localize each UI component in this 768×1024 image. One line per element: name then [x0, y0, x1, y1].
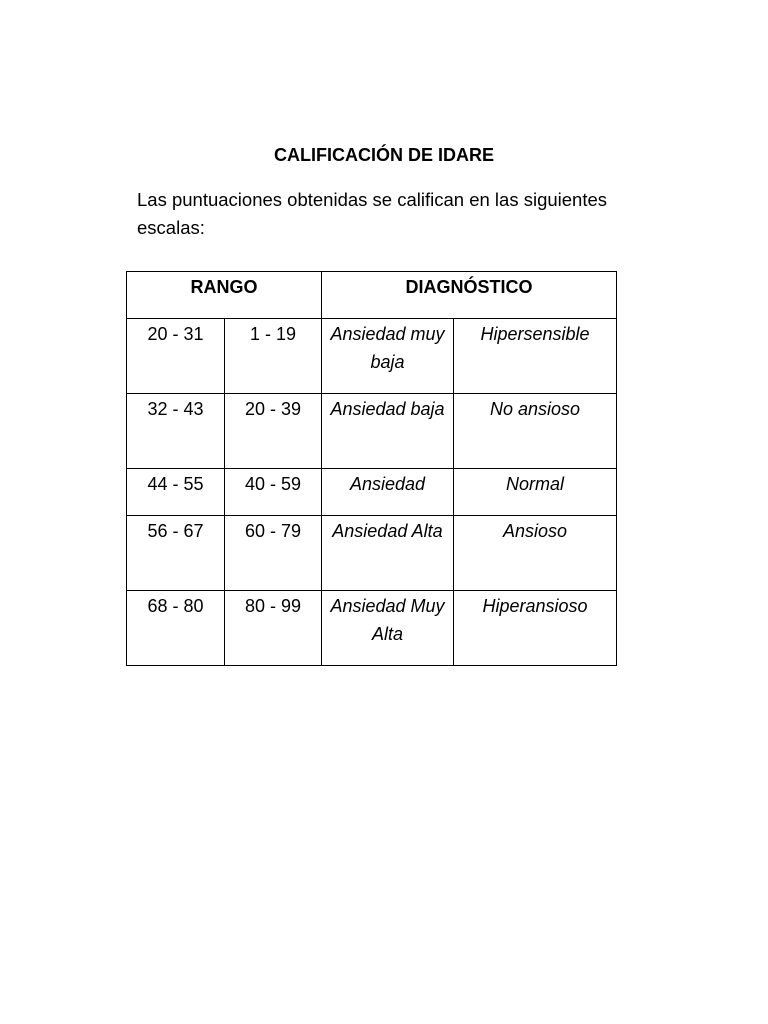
range-a-cell: 44 - 55 — [127, 469, 225, 516]
range-b-cell: 80 - 99 — [225, 591, 322, 666]
range-b-cell: 20 - 39 — [225, 394, 322, 469]
anxiety-level-cell: Ansiedad baja — [322, 394, 454, 469]
range-a-cell: 20 - 31 — [127, 319, 225, 394]
range-a-cell: 32 - 43 — [127, 394, 225, 469]
table-row — [127, 516, 617, 591]
header-range: RANGO — [127, 272, 322, 319]
range-b-cell: 60 - 79 — [225, 516, 322, 591]
anxiety-level-cell: Ansiedad Alta — [322, 516, 454, 591]
diagnosis-cell: No ansioso — [454, 394, 617, 469]
diagnosis-cell: Hiperansioso — [454, 591, 617, 666]
anxiety-level-cell: Ansiedad Muy Alta — [322, 591, 454, 666]
idare-scale-table — [126, 271, 617, 666]
range-b-cell: 40 - 59 — [225, 469, 322, 516]
intro-paragraph: Las puntuaciones obtenidas se califican en las siguientes escalas: — [137, 189, 608, 238]
table-row — [127, 319, 617, 394]
diagnosis-cell: Normal — [454, 469, 617, 516]
range-a-cell: 56 - 67 — [127, 516, 225, 591]
table-row — [127, 394, 617, 469]
document-title: CALIFICACIÓN DE IDARE — [274, 145, 494, 165]
table-header-row — [127, 272, 617, 319]
diagnosis-cell: Ansioso — [454, 516, 617, 591]
diagnosis-cell: Hipersensible — [454, 319, 617, 394]
anxiety-level-cell: Ansiedad muy baja — [322, 319, 454, 394]
range-b-cell: 1 - 19 — [225, 319, 322, 394]
header-diagnosis: DIAGNÓSTICO — [322, 272, 617, 319]
anxiety-level-cell: Ansiedad — [322, 469, 454, 516]
range-a-cell: 68 - 80 — [127, 591, 225, 666]
table-row — [127, 469, 617, 516]
table-row — [127, 591, 617, 666]
